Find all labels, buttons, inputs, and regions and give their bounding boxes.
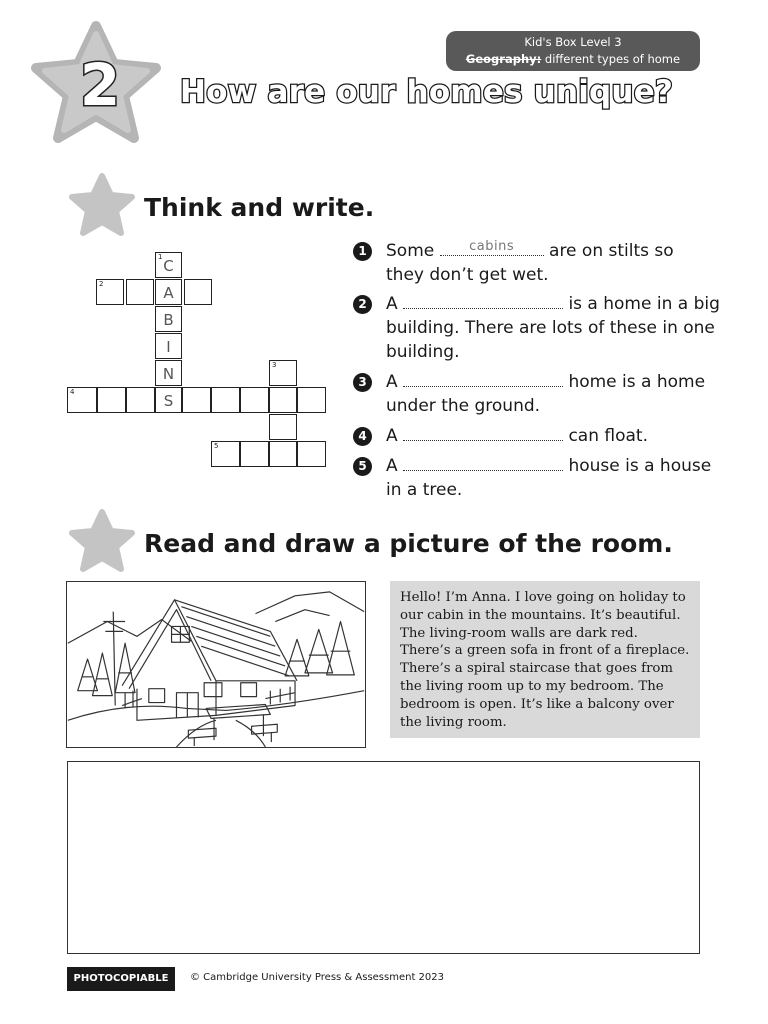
question-number: 3 — [353, 373, 372, 392]
question-5 — [386, 454, 726, 502]
question-text: home is a home — [563, 372, 706, 392]
crossword-cell[interactable] — [155, 333, 182, 359]
question-4 — [386, 424, 726, 448]
answer-blank[interactable] — [403, 370, 563, 387]
crossword-cell[interactable] — [240, 387, 269, 413]
question-number: 1 — [353, 242, 372, 261]
answer-blank[interactable] — [403, 424, 563, 441]
answer-blank[interactable] — [403, 292, 563, 309]
crossword-cell[interactable] — [182, 387, 211, 413]
crossword-cell[interactable] — [155, 306, 182, 332]
cabin-illustration — [66, 581, 366, 748]
question-text: under the ground. — [386, 396, 541, 416]
answer-blank[interactable] — [440, 239, 544, 256]
page-title: How are our homes unique? — [180, 74, 674, 110]
crossword-letter: I — [166, 338, 171, 356]
question-number: 5 — [353, 457, 372, 476]
crossword-cell[interactable] — [297, 441, 326, 467]
reading-passage — [390, 581, 700, 738]
passage-line: bedroom is open. It’s like a balcony over — [400, 696, 674, 712]
question-text: building. There are lots of these in one — [386, 318, 715, 338]
crossword-cell[interactable] — [67, 387, 97, 413]
crossword-cell[interactable] — [269, 387, 297, 413]
unit-number: 2 — [79, 51, 121, 119]
passage-line: our cabin in the mountains. It’s beautiful. — [400, 607, 681, 623]
crossword-cell[interactable] — [269, 360, 297, 386]
crossword-cell[interactable] — [240, 441, 269, 467]
crossword-letter: C — [163, 257, 174, 275]
question-text: is a home in a big — [563, 294, 720, 314]
question-number: 4 — [353, 427, 372, 446]
question-text: house is a house — [563, 456, 712, 476]
crossword-cell[interactable] — [97, 387, 126, 413]
subject-label: Geography: — [465, 52, 542, 66]
crossword-cell[interactable] — [126, 279, 154, 305]
crossword-cell[interactable] — [155, 252, 182, 278]
question-2 — [386, 292, 726, 364]
copyright-text: © Cambridge University Press & Assessment 2023 — [190, 972, 445, 983]
clue-number: 5 — [214, 442, 219, 450]
passage-line: the living room. — [400, 714, 507, 730]
question-text: they don’t get wet. — [386, 265, 549, 285]
passage-line: The living-room walls are dark red. — [400, 625, 638, 641]
crossword-letter: S — [163, 392, 174, 410]
crossword-cell[interactable] — [211, 387, 240, 413]
question-text: building. — [386, 342, 460, 362]
passage-line: the living room up to my bedroom. The — [400, 678, 664, 694]
crossword-cell[interactable] — [269, 414, 297, 440]
passage-line: There’s a green sofa in front of a fireplace. — [400, 643, 690, 659]
crossword-cell[interactable] — [155, 279, 182, 305]
question-text: Some — [386, 241, 440, 261]
clue-number: 3 — [272, 361, 277, 369]
crossword-cell[interactable] — [211, 441, 240, 467]
question-text: A — [386, 456, 404, 476]
crossword-letter: A — [163, 284, 174, 302]
clue-number: 1 — [158, 253, 163, 261]
passage-line: There’s a spiral staircase that goes from — [400, 661, 674, 677]
crossword-letter: B — [163, 311, 174, 329]
crossword-cell[interactable] — [269, 441, 297, 467]
photocopiable-badge: PHOTOCOPIABLE — [67, 967, 175, 991]
question-text: in a tree. — [386, 480, 463, 500]
crossword-cell[interactable] — [184, 279, 212, 305]
question-text: A — [386, 372, 404, 392]
question-3 — [386, 370, 726, 418]
drawing-area[interactable] — [67, 761, 700, 954]
question-text: are on stilts so — [543, 241, 674, 261]
crossword-cell[interactable] — [155, 387, 182, 413]
question-number: 2 — [353, 295, 372, 314]
crossword-cell[interactable] — [126, 387, 155, 413]
section-title-think-write: Think and write. — [144, 193, 375, 222]
question-text: A — [386, 294, 404, 314]
subject-line — [446, 51, 700, 68]
section-title-read-draw: Read and draw a picture of the room. — [144, 529, 673, 558]
level-name: Kid's Box Level 3 — [524, 35, 622, 49]
answer-text: cabins — [469, 239, 515, 254]
crossword-cell[interactable] — [297, 387, 326, 413]
crossword-cell[interactable] — [96, 279, 124, 305]
crossword-cell[interactable] — [155, 360, 182, 386]
question-text: A — [386, 426, 404, 446]
section-star-icon — [68, 172, 136, 238]
level-tag — [446, 31, 700, 71]
question-1 — [386, 239, 716, 287]
section-star-icon — [68, 508, 136, 574]
clue-number: 2 — [99, 280, 104, 288]
passage-line: Hello! I’m Anna. I love going on holiday to — [400, 590, 686, 605]
question-text: can float. — [563, 426, 648, 446]
answer-blank[interactable] — [403, 454, 563, 471]
crossword-letter: N — [162, 365, 175, 383]
clue-number: 4 — [70, 388, 75, 396]
subject-topic: different types of home — [541, 52, 681, 66]
